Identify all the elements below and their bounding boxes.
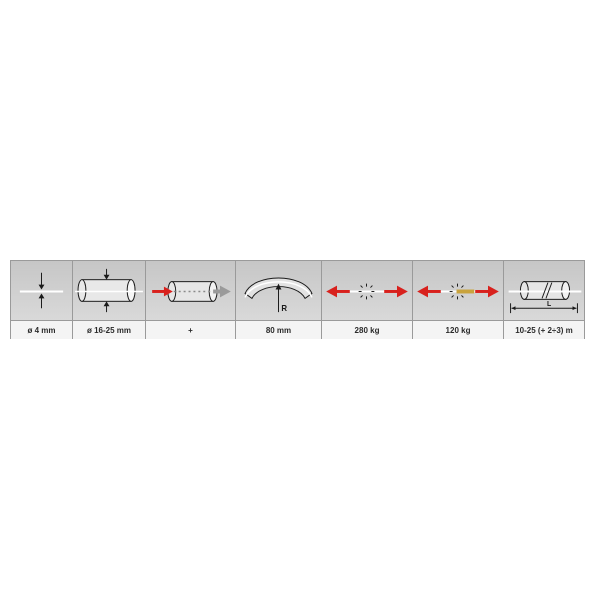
- joint-tensile-load-icon: [413, 261, 503, 320]
- wire-diameter-cell: [11, 261, 73, 320]
- joint-tensile-load-label: 120 kg: [445, 325, 471, 335]
- tensile-load-label-cell: [322, 321, 413, 339]
- sheath-diameter-cell: [73, 261, 146, 320]
- sheath-diameter-label: ø 16-25 mm: [86, 325, 132, 335]
- bend-radius-label-cell: [236, 321, 322, 339]
- length-label-cell: [504, 321, 584, 339]
- bend-radius-cell: [236, 261, 322, 320]
- joint-tensile-load-cell: [413, 261, 504, 320]
- pull-through-cell: [146, 261, 236, 320]
- wire-diameter-label: ø 4 mm: [27, 325, 56, 335]
- sheath-diameter-label-cell: [73, 321, 146, 339]
- length-cell: [504, 261, 584, 320]
- icon-row: [11, 261, 584, 321]
- length-marker: L: [546, 301, 552, 309]
- bend-radius-label: 80 mm: [265, 325, 292, 335]
- joint-tensile-load-label-cell: [413, 321, 504, 339]
- bend-radius-icon: [236, 261, 321, 320]
- bend-radius-marker: R: [281, 304, 288, 314]
- pull-through-label: +: [188, 325, 193, 335]
- pull-through-label-cell: [146, 321, 236, 339]
- tensile-load-cell: [322, 261, 413, 320]
- sheath-diameter-icon: [73, 261, 145, 320]
- wire-diameter-label-cell: [11, 321, 73, 339]
- label-row: [11, 321, 584, 339]
- length-label: 10-25 (+ 2÷3) m: [515, 325, 573, 335]
- spec-table: [10, 260, 585, 339]
- wire-diameter-icon: [11, 261, 72, 320]
- pull-through-icon: [146, 261, 235, 320]
- length-icon: [504, 261, 584, 320]
- tensile-load-label: 280 kg: [354, 325, 380, 335]
- tensile-load-icon: [322, 261, 412, 320]
